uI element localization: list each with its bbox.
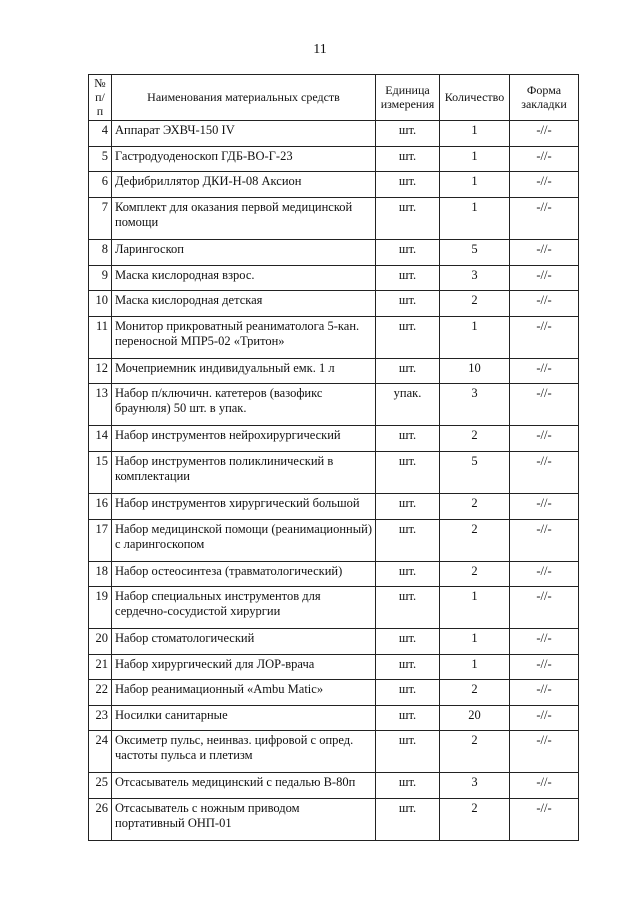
item-name: Комплект для оказания первой медицинской помощи [112,198,376,240]
quantity-cell: 1 [440,198,510,240]
unit-cell: шт. [376,655,440,680]
form-cell: -//- [510,426,579,452]
quantity-cell: 2 [440,426,510,452]
unit-cell: шт. [376,629,440,655]
row-number: 4 [89,121,112,147]
form-cell: -//- [510,266,579,291]
table-row [89,494,579,520]
unit-cell: шт. [376,587,440,629]
table-row [89,291,579,317]
header-qty: Количество [440,75,510,121]
unit-cell: шт. [376,706,440,731]
form-cell: -//- [510,680,579,706]
unit-cell: шт. [376,147,440,172]
row-number: 24 [89,731,112,773]
quantity-cell: 2 [440,731,510,773]
item-name: Набор стоматологический [112,629,376,655]
item-name: Аппарат ЭХВЧ-150 IV [112,121,376,147]
form-cell: -//- [510,587,579,629]
row-number: 22 [89,680,112,706]
quantity-cell: 2 [440,494,510,520]
quantity-cell: 1 [440,655,510,680]
row-number: 26 [89,799,112,841]
table-row [89,317,579,359]
table-row [89,629,579,655]
table-row [89,172,579,198]
page-number: 11 [313,42,327,57]
header-unit: Единица измерения [376,75,440,121]
row-number: 5 [89,147,112,172]
item-name: Набор инструментов поликлинический в комплектации [112,452,376,494]
quantity-cell: 10 [440,359,510,384]
quantity-cell: 5 [440,240,510,266]
table-row [89,121,579,147]
item-name: Набор инструментов хирургический большой [112,494,376,520]
form-cell: -//- [510,629,579,655]
unit-cell: шт. [376,773,440,799]
quantity-cell: 2 [440,680,510,706]
quantity-cell: 2 [440,562,510,587]
item-name: Отсасыватель с ножным приводом портативный ОНП-01 [112,799,376,841]
table-row [89,706,579,731]
table-row [89,147,579,172]
quantity-cell: 1 [440,121,510,147]
row-number: 12 [89,359,112,384]
table-row [89,520,579,562]
table-header-row [89,75,579,121]
item-name: Монитор прикроватный реаниматолога 5-кан. переносной МПР5-02 «Тритон» [112,317,376,359]
form-cell: -//- [510,655,579,680]
form-cell: -//- [510,562,579,587]
table-row [89,426,579,452]
quantity-cell: 2 [440,520,510,562]
row-number: 18 [89,562,112,587]
item-name: Набор медицинской помощи (реанимационный) с ларингоскопом [112,520,376,562]
item-name: Маска кислородная взрос. [112,266,376,291]
table-row [89,773,579,799]
row-number: 7 [89,198,112,240]
form-cell: -//- [510,240,579,266]
header-form: Форма закладки [510,75,579,121]
unit-cell: шт. [376,562,440,587]
unit-cell: шт. [376,359,440,384]
form-cell: -//- [510,731,579,773]
table-row [89,452,579,494]
item-name: Набор хирургический для ЛОР-врача [112,655,376,680]
quantity-cell: 1 [440,587,510,629]
quantity-cell: 1 [440,629,510,655]
unit-cell: шт. [376,240,440,266]
form-cell: -//- [510,494,579,520]
row-number: 14 [89,426,112,452]
form-cell: -//- [510,452,579,494]
form-cell: -//- [510,359,579,384]
form-cell: -//- [510,520,579,562]
row-number: 21 [89,655,112,680]
table-row [89,266,579,291]
row-number: 9 [89,266,112,291]
form-cell: -//- [510,121,579,147]
quantity-cell: 5 [440,452,510,494]
unit-cell: шт. [376,291,440,317]
row-number: 23 [89,706,112,731]
item-name: Набор специальных инструментов для сердечно-сосудистой хирургии [112,587,376,629]
unit-cell: шт. [376,266,440,291]
table-row [89,655,579,680]
table-row [89,587,579,629]
table-row [89,562,579,587]
form-cell: -//- [510,291,579,317]
form-cell: -//- [510,799,579,841]
form-cell: -//- [510,384,579,426]
row-number: 16 [89,494,112,520]
quantity-cell: 3 [440,266,510,291]
form-cell: -//- [510,773,579,799]
form-cell: -//- [510,317,579,359]
item-name: Носилки санитарные [112,706,376,731]
row-number: 10 [89,291,112,317]
table-row [89,731,579,773]
item-name: Набор реанимационный «Ambu Matic» [112,680,376,706]
item-name: Оксиметр пульс, неинваз. цифровой с опред. частоты пульса и плетизм [112,731,376,773]
quantity-cell: 1 [440,317,510,359]
table-row [89,198,579,240]
quantity-cell: 1 [440,147,510,172]
unit-cell: шт. [376,494,440,520]
item-name: Мочеприемник индивидуальный емк. 1 л [112,359,376,384]
row-number: 8 [89,240,112,266]
table-row [89,799,579,841]
form-cell: -//- [510,147,579,172]
form-cell: -//- [510,198,579,240]
row-number: 11 [89,317,112,359]
quantity-cell: 20 [440,706,510,731]
form-cell: -//- [510,172,579,198]
unit-cell: упак. [376,384,440,426]
row-number: 6 [89,172,112,198]
quantity-cell: 2 [440,291,510,317]
item-name: Гастродуоденоскоп ГДБ-ВО-Г-23 [112,147,376,172]
unit-cell: шт. [376,799,440,841]
unit-cell: шт. [376,426,440,452]
quantity-cell: 3 [440,384,510,426]
unit-cell: шт. [376,198,440,240]
item-name: Набор остеосинтеза (травматологический) [112,562,376,587]
item-name: Ларингоскоп [112,240,376,266]
quantity-cell: 3 [440,773,510,799]
row-number: 19 [89,587,112,629]
table-row [89,359,579,384]
header-num: № п/п [89,75,112,121]
materials-table [88,74,579,841]
row-number: 15 [89,452,112,494]
unit-cell: шт. [376,520,440,562]
item-name: Набор инструментов нейрохирургический [112,426,376,452]
unit-cell: шт. [376,172,440,198]
quantity-cell: 1 [440,172,510,198]
unit-cell: шт. [376,680,440,706]
item-name: Дефибриллятор ДКИ-Н-08 Аксион [112,172,376,198]
unit-cell: шт. [376,317,440,359]
table-row [89,240,579,266]
quantity-cell: 2 [440,799,510,841]
row-number: 25 [89,773,112,799]
item-name: Набор п/ключичн. катетеров (вазофикс браунюля) 50 шт. в упак. [112,384,376,426]
form-cell: -//- [510,706,579,731]
table-row [89,680,579,706]
unit-cell: шт. [376,121,440,147]
item-name: Отсасыватель медицинский с педалью В-80п [112,773,376,799]
unit-cell: шт. [376,731,440,773]
item-name: Маска кислородная детская [112,291,376,317]
row-number: 13 [89,384,112,426]
row-number: 20 [89,629,112,655]
table-row [89,384,579,426]
row-number: 17 [89,520,112,562]
header-name: Наименования материальных средств [112,75,376,121]
unit-cell: шт. [376,452,440,494]
